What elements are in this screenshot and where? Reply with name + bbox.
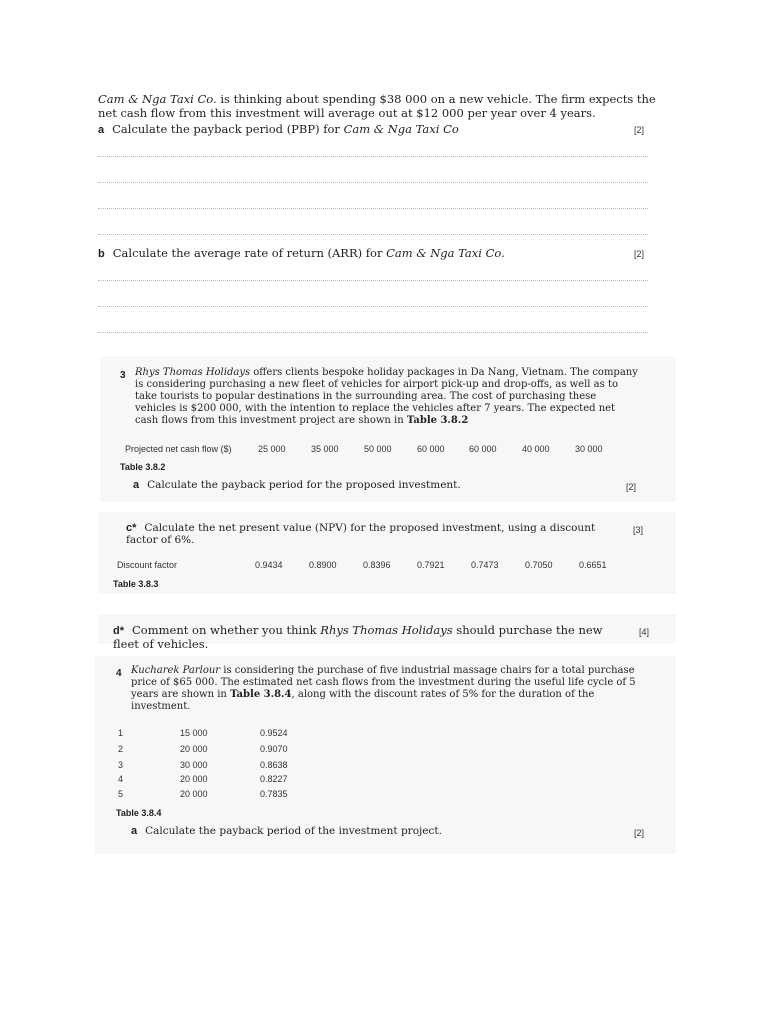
table-cell-year: 5 [118,789,124,799]
question-text: Calculate the payback period of the investment project. [145,825,442,837]
question-number: 4 [116,668,122,679]
table-cell: 0.7921 [417,560,445,570]
question-text: Calculate the payback period (PBP) for [112,122,344,136]
table-reference: Table 3.8.4 [230,689,292,700]
table-cell-factor: 0.9524 [260,728,288,738]
company-name: Cam & Nga Taxi Co. [98,92,217,106]
table-cell-factor: 0.9070 [260,744,288,754]
marks: [4] [639,627,650,637]
answer-line [98,156,648,157]
question-letter: a [133,479,140,491]
table-cell-cash: 20 000 [180,774,208,784]
question-text: offers clients bespoke holiday packages in Da Nang, Vietnam. The company is considering purchasing a new fleet of vehicles for airport pick-up and drop-offs, as well as to take tourists to popular destinations in the surrounding area. The cost of purchasing these vehicles is $200 000, with the intention to replace the vehicles after 7 years. The expected net cash flows from this investment project are shown in [135,367,638,426]
answer-line [98,182,648,183]
answer-line [98,208,648,209]
table-cell: 0.8900 [309,560,337,570]
table-cell-year: 3 [118,760,124,770]
table-cell-year: 2 [118,744,124,754]
table-cell: 25 000 [258,444,286,454]
table-caption: Table 3.8.4 [116,808,162,818]
table-cell: 0.7473 [471,560,499,570]
table-cell-factor: 0.8638 [260,760,288,770]
marks: [2] [634,249,645,259]
answer-line [98,332,648,333]
company-name: Cam & Nga Taxi Co [343,122,459,136]
question-3-text [135,367,640,427]
question-3a [133,479,461,491]
marks: [3] [633,525,644,535]
table-cell: 0.9434 [255,560,283,570]
question-letter: a [98,124,105,136]
table-caption: Table 3.8.3 [113,579,159,589]
company-name: Kucharek Parlour [131,665,221,676]
answer-line [98,234,648,235]
table-cell: 60 000 [469,444,497,454]
question-text: Calculate the average rate of return (ARR) for [112,246,387,260]
question-letter: b [98,248,105,260]
marks: [2] [634,125,645,135]
table-cell: 60 000 [417,444,445,454]
table-row-label: Projected net cash flow ($) [125,444,232,454]
marks: [2] [634,828,645,838]
question-text: Comment on whether you think [132,623,321,637]
question-text: is considering the purchase of five industrial massage chairs for a total purchase price of $65 000. The estimated net cash flows from the investment during the useful life cycle of 5 years are shown in [131,665,636,700]
answer-line [98,306,648,307]
intro-paragraph [98,92,658,120]
table-cell: 40 000 [522,444,550,454]
question-4a [131,825,442,837]
table-cell-cash: 15 000 [180,728,208,738]
question-4-text [131,665,641,713]
table-row-label: Discount factor [117,560,178,570]
table-cell-cash: 20 000 [180,744,208,754]
table-cell: 30 000 [575,444,603,454]
question-a [98,122,648,136]
table-cell: 0.6651 [579,560,607,570]
question-letter: d* [113,625,124,637]
answer-line [98,280,648,281]
question-number: 3 [120,370,126,381]
question-text: , along with the discount rates of 5% for the duration of the investment. [131,689,595,712]
company-name: Rhys Thomas Holidays [135,367,251,378]
question-text: Calculate the payback period for the proposed investment. [147,479,461,491]
question-b [98,246,648,260]
table-cell: 35 000 [311,444,339,454]
question-text: should purchase the new fleet of vehicles. [113,623,603,651]
company-name: Cam & Nga Taxi Co. [386,246,505,260]
table-cell-cash: 20 000 [180,789,208,799]
company-name: Rhys Thomas Holidays [320,623,453,637]
table-caption: Table 3.8.2 [120,462,166,472]
table-cell-year: 4 [118,774,124,784]
table-cell: 0.7050 [525,560,553,570]
table-cell-factor: 0.7835 [260,789,288,799]
question-3c [126,522,626,546]
question-letter: a [131,825,138,837]
marks: [2] [626,482,637,492]
question-letter: c* [126,522,137,534]
intro-text: is thinking about spending $38 000 on a new vehicle. The firm expects the net cash flow from this investment will average out at $12 000 per year over 4 years. [98,92,656,120]
table-cell: 0.8396 [363,560,391,570]
table-cell-year: 1 [118,728,124,738]
table-cell-cash: 30 000 [180,760,208,770]
table-cell: 50 000 [364,444,392,454]
question-3d [113,623,623,651]
table-reference: Table 3.8.2 [406,415,469,426]
table-cell-factor: 0.8227 [260,774,288,784]
question-text: Calculate the net present value (NPV) for the proposed investment, using a discount factor of 6%. [126,522,596,546]
